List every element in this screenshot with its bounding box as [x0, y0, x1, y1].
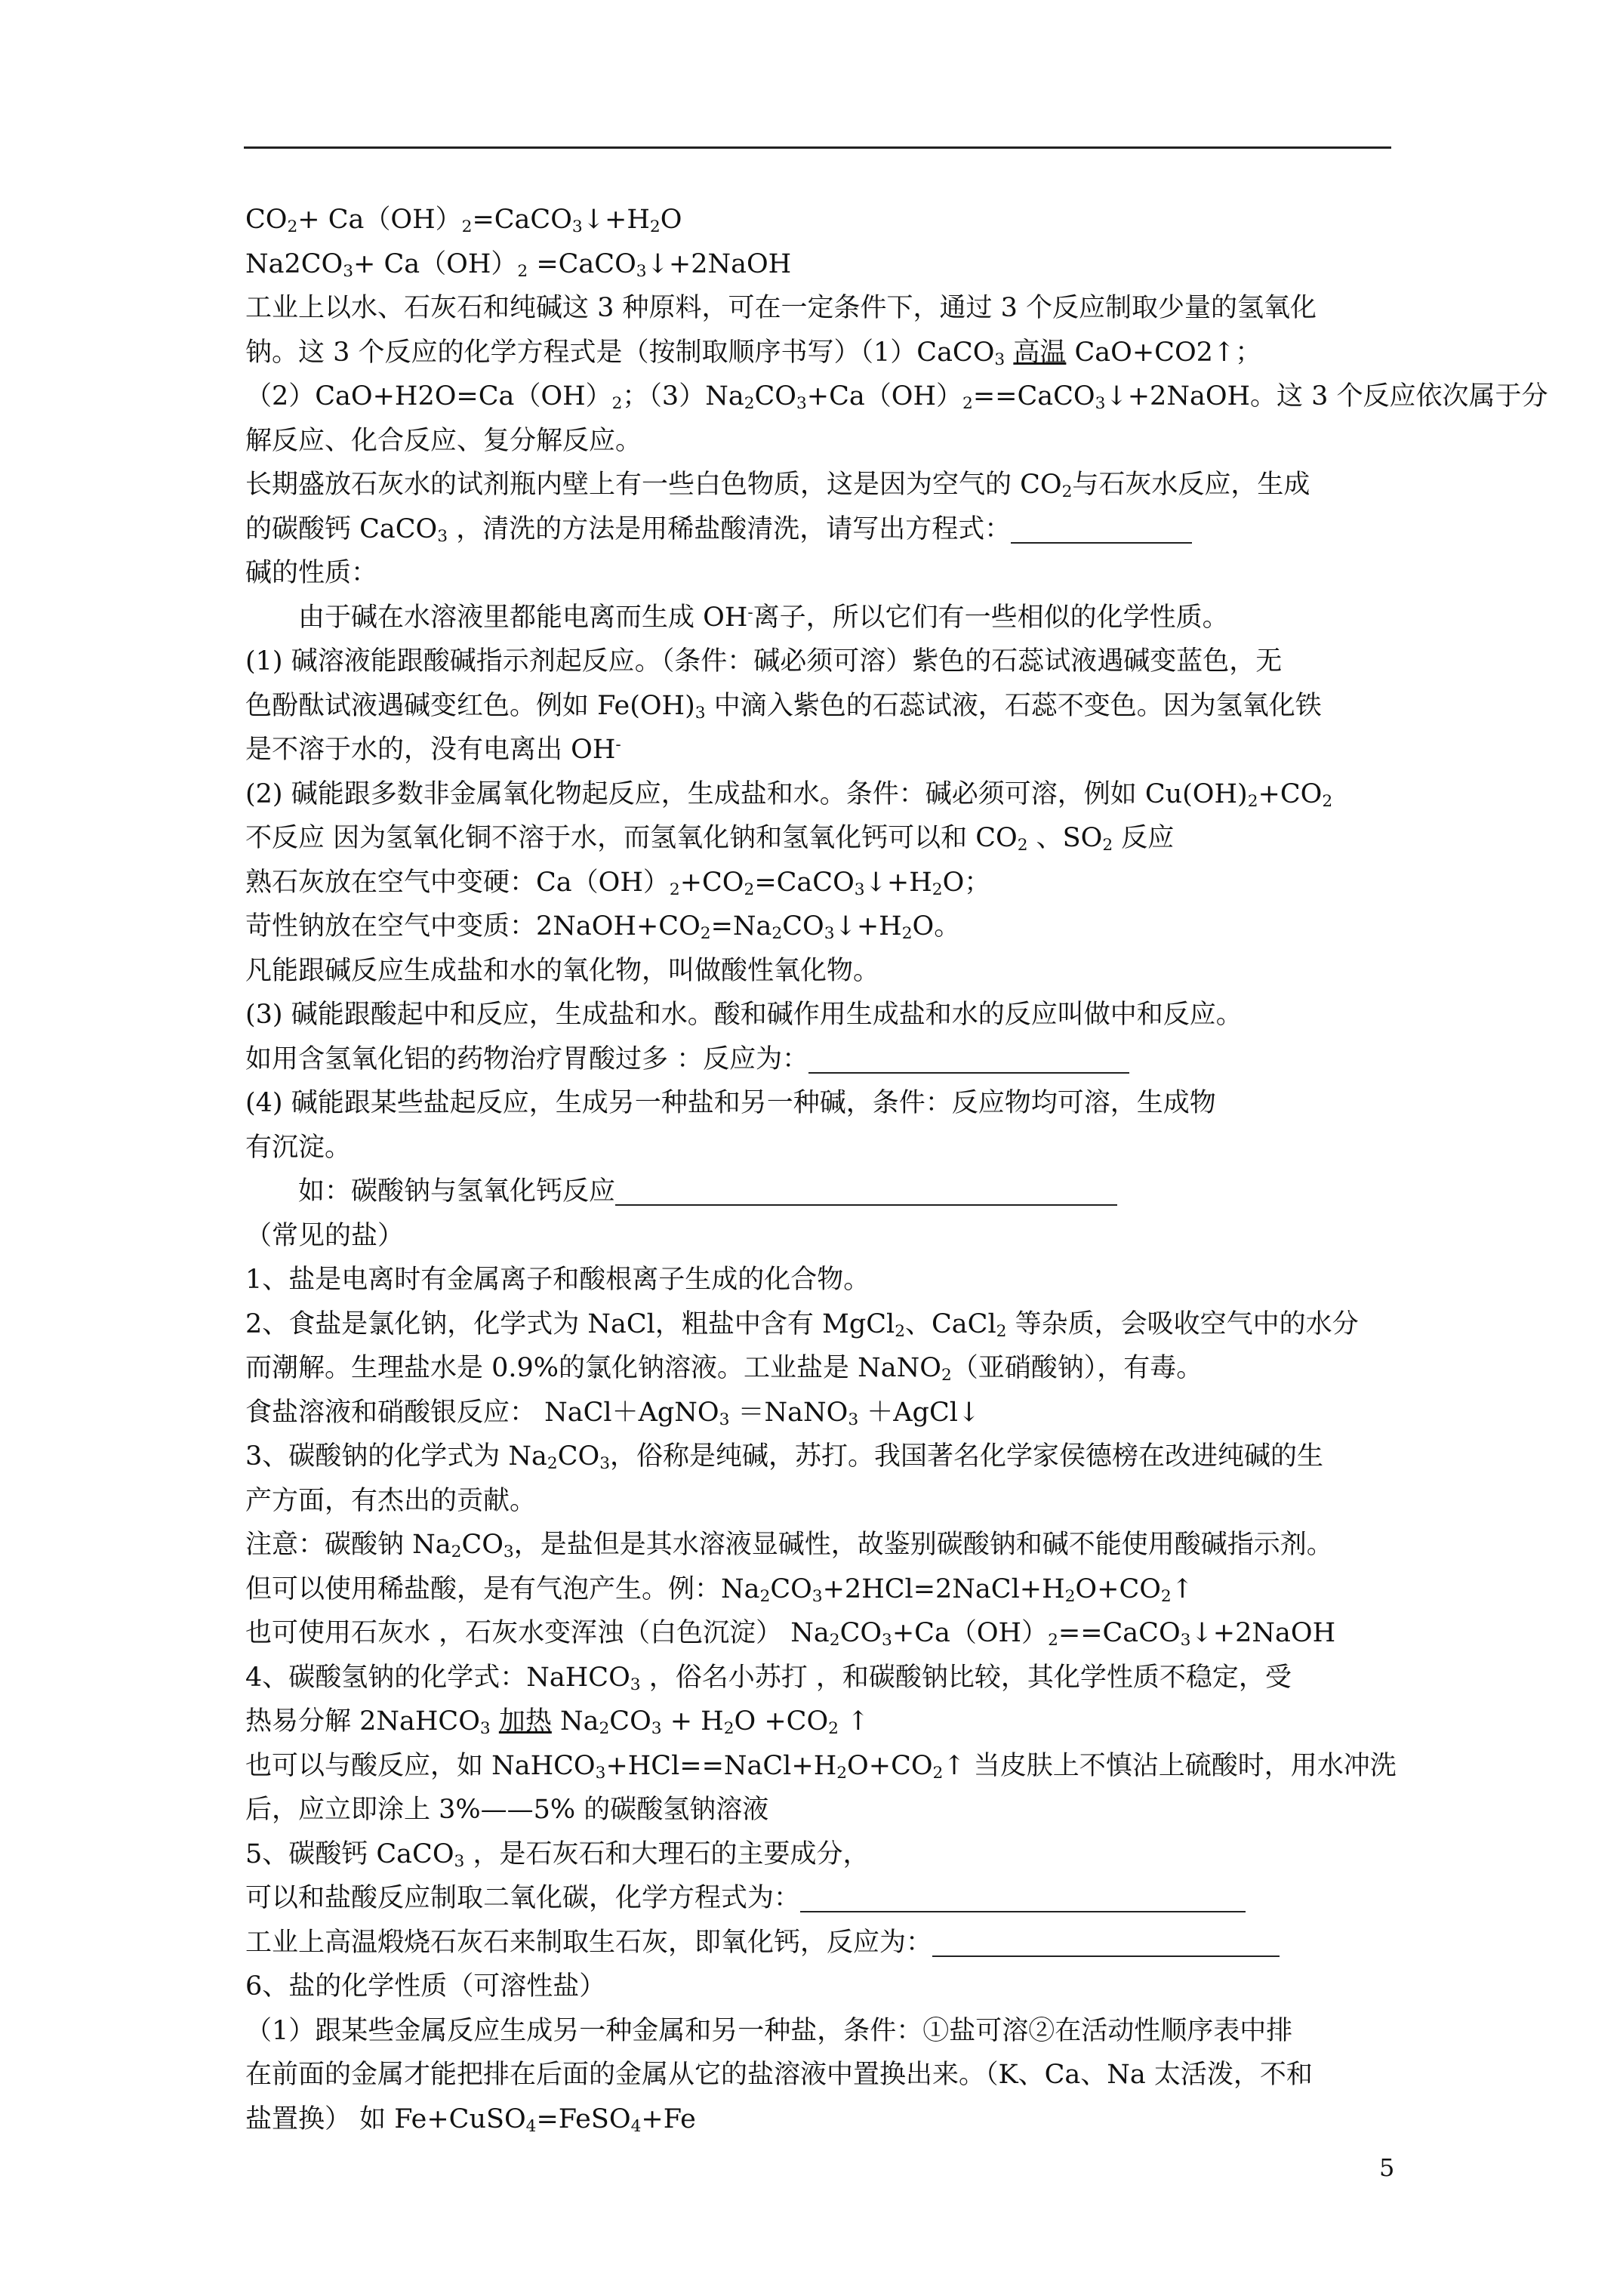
subscript: 2 — [1064, 1586, 1076, 1606]
subscript: 2 — [901, 923, 913, 943]
text-segment — [491, 1706, 499, 1737]
subscript: 2 — [895, 1321, 906, 1341]
subscript: 2 — [700, 923, 711, 943]
text-segment: (4) 碱能跟某些盐起反应，生成另一种盐和另一种碱，条件：反应物均可溶，生成物 — [245, 1088, 1216, 1118]
text-segment: 由于碱在水溶液里都能电离而生成 OH — [298, 602, 748, 633]
text-segment: Na — [551, 1706, 599, 1737]
subscript: 3 — [1095, 393, 1106, 413]
text-segment: CaO+CO2↑； — [1066, 337, 1262, 368]
header-rule — [244, 146, 1391, 149]
text-line-l06 — [245, 419, 1393, 464]
text-segment: =CaCO — [754, 867, 855, 898]
text-segment: 凡能跟碱反应生成盐和水的氧化物，叫做酸性氧化物。 — [245, 955, 880, 986]
text-segment: +Ca（OH） — [892, 1618, 1049, 1648]
subscript: 2 — [1061, 482, 1073, 501]
subscript: 2 — [744, 880, 755, 899]
text-line-l05 — [245, 374, 1548, 419]
text-segment: CO — [839, 1618, 882, 1648]
text-segment: (2) 碱能跟多数非金属氧化物起反应，生成盐和水。条件：碱必须可溶，例如 Cu(OH) — [245, 778, 1248, 809]
text-segment: + Ca（OH） — [297, 205, 462, 235]
text-segment: 与石灰水反应，生成 — [1072, 470, 1310, 500]
text-segment: ＋AgCl↓ — [858, 1397, 981, 1428]
text-line-l09 — [245, 551, 1393, 596]
subscript: 3 — [994, 350, 1006, 369]
text-segment: CO — [770, 1573, 812, 1604]
subscript: 2 — [932, 1763, 944, 1783]
text-segment: 碱的性质： — [245, 558, 378, 588]
text-segment: 也可使用石灰水 ，石灰水变浑浊（白色沉淀） Na — [245, 1618, 830, 1648]
text-segment: ↓+H — [864, 867, 932, 898]
text-segment: CO — [782, 911, 824, 942]
text-line-l23 — [245, 1170, 1393, 1214]
text-line-l29 — [245, 1435, 1393, 1479]
text-segment: + Ca（OH） — [353, 248, 518, 279]
subscript: 4 — [630, 2116, 642, 2136]
subscript: 2 — [1017, 835, 1028, 855]
text-segment: Na2CO — [245, 248, 343, 279]
text-segment: O — [660, 205, 682, 235]
text-line-l24 — [245, 1214, 1393, 1259]
text-segment: 可以和盐酸反应制取二氧化碳，化学方程式为： — [245, 1883, 801, 1913]
text-segment: O +CO — [734, 1706, 829, 1737]
subscript: 2 — [723, 1718, 735, 1738]
text-line-l39 — [245, 1876, 1393, 1921]
text-segment: =CaCO — [528, 248, 636, 279]
text-segment: ↑ 当皮肤上不慎沾上硫酸时，用水冲洗 — [943, 1750, 1397, 1781]
subscript: 2 — [547, 1453, 558, 1473]
text-segment: 6、盐的化学性质（可溶性盐） — [245, 1971, 606, 2002]
text-segment: 也可以与酸反应，如 NaHCO — [245, 1750, 596, 1781]
text-segment: 工业上以水、石灰石和纯碱这 3 种原料，可在一定条件下，通过 3 个反应制取少量的氢氧化 — [245, 293, 1317, 323]
text-segment: 等杂质，会吸收空气中的水分 — [1006, 1308, 1359, 1339]
text-segment: CO — [557, 1441, 600, 1472]
text-line-l14 — [245, 772, 1393, 817]
subscript: 3 — [719, 1410, 730, 1429]
text-segment: （亚硝酸钠），有毒。 — [951, 1353, 1203, 1383]
subscript: 3 — [1180, 1630, 1191, 1650]
text-segment — [1005, 337, 1013, 368]
text-segment: +HCl==NaCl+H — [605, 1750, 837, 1781]
text-segment: +CO — [679, 867, 744, 898]
page-number: 5 — [1379, 2153, 1395, 2182]
text-segment: =FeSO — [536, 2103, 631, 2134]
text-segment: 钠。这 3 个反应的化学方程式是（按制取顺序书写）（1）CaCO — [245, 337, 995, 368]
text-segment: 、SO — [1027, 823, 1103, 853]
text-line-l21 — [245, 1081, 1393, 1126]
subscript: 2 — [1322, 791, 1333, 811]
text-segment: ，俗名小苏打 ，和碳酸钠比较，其化学性质不稳定，受 — [640, 1662, 1292, 1693]
text-line-l18 — [245, 949, 1393, 994]
subscript: 2 — [287, 217, 298, 236]
text-segment: 中滴入紫色的石蕊试液，石蕊不变色。因为氢氧化铁 — [705, 690, 1322, 721]
reaction-condition: 加热 — [498, 1706, 552, 1737]
subscript: 3 — [437, 526, 448, 546]
subscript: 2 — [669, 880, 680, 899]
text-line-l22 — [245, 1126, 1393, 1170]
text-segment: ==CaCO — [1058, 1618, 1181, 1648]
subscript: 3 — [694, 703, 706, 723]
text-segment: ↑ — [838, 1706, 870, 1737]
text-segment: 工业上高温煅烧石灰石来制取生石灰，即氧化钙，反应为： — [245, 1927, 933, 1958]
subscript: 3 — [343, 261, 354, 281]
text-line-l11 — [245, 639, 1393, 684]
text-segment: 注意：碳酸钠 Na — [245, 1530, 451, 1560]
text-segment: O。 — [912, 911, 961, 942]
text-line-l30 — [245, 1479, 1393, 1524]
text-segment: 有沉淀。 — [245, 1132, 352, 1163]
text-segment: CO — [245, 205, 288, 235]
text-line-l20 — [245, 1037, 1393, 1082]
text-segment: ，俗称是纯碱，苏打。我国著名化学家侯德榜在改进纯碱的生 — [610, 1441, 1324, 1472]
text-segment: +2HCl=2NaCl+H — [822, 1573, 1065, 1604]
subscript: 2 — [771, 923, 783, 943]
subscript: 3 — [812, 1586, 823, 1606]
text-segment: O； — [942, 867, 991, 898]
subscript: 3 — [651, 1718, 662, 1738]
text-segment: ↓+2NaOH — [646, 248, 792, 279]
text-segment: ↑ — [1171, 1573, 1194, 1604]
reaction-condition: 高温 — [1013, 337, 1067, 368]
text-segment: =CaCO — [472, 205, 572, 235]
text-segment: 盐置换） 如 Fe+CuSO — [245, 2103, 526, 2134]
document-body — [245, 198, 1548, 2141]
subscript: 2 — [1102, 835, 1113, 855]
text-line-l34 — [245, 1656, 1393, 1700]
subscript: 3 — [854, 880, 865, 899]
text-segment: （2）CaO+H2O=Ca（OH） — [245, 381, 612, 411]
text-segment: O+CO — [1075, 1573, 1161, 1604]
text-segment: 后，应立即涂上 3%——5% 的碳酸氢钠溶液 — [245, 1795, 769, 1825]
text-segment: 但可以使用稀盐酸，是有气泡产生。例：Na — [245, 1573, 760, 1604]
text-segment: ↓+H — [834, 911, 902, 942]
answer-blank[interactable] — [615, 1179, 1117, 1206]
text-line-l25 — [245, 1258, 1393, 1302]
subscript: 3 — [595, 1763, 606, 1783]
subscript: 3 — [503, 1542, 514, 1561]
text-segment: 解反应、化合反应、复分解反应。 — [245, 425, 642, 456]
text-line-l27 — [245, 1346, 1393, 1391]
text-line-l26 — [245, 1302, 1393, 1347]
text-line-l40 — [245, 1921, 1393, 1965]
text-segment: 是不溶于水的，没有电离出 OH — [245, 735, 616, 765]
subscript: 2 — [517, 261, 528, 281]
text-segment: 热易分解 2NaHCO — [245, 1706, 480, 1737]
text-segment: 熟石灰放在空气中变硬：Ca（OH） — [245, 867, 670, 898]
text-segment: =Na — [710, 911, 772, 942]
text-segment: 1、盐是电离时有金属离子和酸根离子生成的化合物。 — [245, 1265, 870, 1295]
subscript: 2 — [1247, 791, 1258, 811]
answer-blank[interactable] — [932, 1930, 1280, 1957]
text-segment: + H — [661, 1706, 724, 1737]
text-segment: 苛性钠放在空气中变质：2NaOH+CO — [245, 911, 701, 942]
subscript: 2 — [451, 1542, 462, 1561]
text-line-l01 — [245, 198, 1393, 242]
text-segment: +CO — [1258, 778, 1323, 809]
text-segment: 2、食盐是氯化钠，化学式为 NaCl，粗盐中含有 MgCl — [245, 1308, 895, 1339]
text-segment: ，是石灰石和大理石的主要成分， — [464, 1838, 870, 1869]
text-segment: ↓+H — [582, 205, 650, 235]
text-segment: ，是盐但是其水溶液显碱性，故鉴别碳酸钠和碱不能使用酸碱指示剂。 — [513, 1530, 1333, 1560]
subscript: 3 — [599, 1453, 610, 1473]
text-segment: 离子，所以它们有一些相似的化学性质。 — [753, 602, 1229, 633]
text-line-l41 — [245, 1965, 1393, 2009]
text-line-l36 — [245, 1744, 1397, 1789]
text-segment: ＝NaNO — [729, 1397, 848, 1428]
subscript: 2 — [461, 217, 473, 236]
subscript: 2 — [599, 1718, 610, 1738]
text-segment: CO — [754, 381, 796, 411]
subscript: 2 — [996, 1321, 1007, 1341]
text-segment: 、CaCl — [905, 1308, 996, 1339]
subscript: 2 — [1160, 1586, 1172, 1606]
text-line-l32 — [245, 1567, 1393, 1612]
text-segment: 产方面，有杰出的贡献。 — [245, 1485, 537, 1516]
text-segment: (3) 碱能跟酸起中和反应，生成盐和水。酸和碱作用生成盐和水的反应叫做中和反应。 — [245, 1000, 1243, 1030]
text-segment: O+CO — [847, 1750, 933, 1781]
subscript: 3 — [571, 217, 583, 236]
text-line-l31 — [245, 1523, 1393, 1567]
text-segment: ==CaCO — [972, 381, 1095, 411]
subscript: 2 — [649, 217, 661, 236]
subscript: 2 — [759, 1586, 771, 1606]
subscript: 2 — [744, 393, 755, 413]
text-line-l42 — [245, 2009, 1393, 2054]
text-segment: CO — [609, 1706, 651, 1737]
subscript: 3 — [882, 1630, 892, 1650]
text-segment: （1）跟某些金属反应生成另一种金属和另一种盐，条件：①盐可溶②在活动性顺序表中排 — [245, 2015, 1293, 2046]
subscript: 3 — [630, 1675, 641, 1694]
subscript: 2 — [932, 880, 943, 899]
text-line-l16 — [245, 861, 1393, 905]
text-line-l13 — [245, 728, 1393, 772]
answer-blank[interactable] — [800, 1885, 1246, 1912]
text-segment: 而潮解。生理盐水是 0.9%的氯化钠溶液。工业盐是 NaNO — [245, 1353, 941, 1383]
text-segment: 食盐溶液和硝酸银反应： NaCl＋AgNO — [245, 1397, 719, 1428]
subscript: 3 — [454, 1851, 465, 1871]
text-line-l28 — [245, 1391, 1393, 1435]
text-line-l15 — [245, 816, 1393, 861]
subscript: 3 — [848, 1410, 859, 1429]
text-line-l43 — [245, 2053, 1393, 2097]
subscript: 2 — [1048, 1630, 1058, 1650]
text-line-l03 — [245, 286, 1393, 331]
subscript: 3 — [636, 261, 647, 281]
text-line-l37 — [245, 1788, 1393, 1832]
text-segment: +Fe — [641, 2103, 696, 2134]
text-segment: ；（3）Na — [622, 381, 744, 411]
text-segment: 在前面的金属才能把排在后面的金属从它的盐溶液中置换出来。（K、Ca、Na 太活泼，不和 — [245, 2060, 1313, 2090]
text-segment: 不反应 因为氢氧化铜不溶于水，而氢氧化钠和氢氧化钙可以和 CO — [245, 823, 1018, 853]
text-segment: 长期盛放石灰水的试剂瓶内壁上有一些白色物质，这是因为空气的 CO — [245, 470, 1062, 500]
text-segment: (1) 碱溶液能跟酸碱指示剂起反应。（条件：碱必须可溶）紫色的石蕊试液遇碱变蓝色，无 — [245, 646, 1283, 676]
superscript: - — [615, 735, 621, 755]
subscript: 3 — [824, 923, 835, 943]
text-line-l35 — [245, 1700, 1393, 1744]
text-segment: CO — [461, 1530, 504, 1560]
text-line-l33 — [245, 1611, 1393, 1656]
subscript: 2 — [611, 393, 623, 413]
text-segment: 5、碳酸钙 CaCO — [245, 1838, 454, 1869]
text-segment: 的碳酸钙 CaCO — [245, 513, 438, 544]
subscript: 2 — [828, 1718, 839, 1738]
superscript: - — [747, 603, 753, 622]
text-line-l17 — [245, 905, 1393, 949]
text-segment: +Ca（OH） — [806, 381, 962, 411]
text-line-l12 — [245, 684, 1393, 729]
text-segment: 4、碳酸氢钠的化学式：NaHCO — [245, 1662, 630, 1693]
subscript: 2 — [962, 393, 973, 413]
subscript: 2 — [836, 1763, 848, 1783]
text-segment: 如：碳酸钠与氢氧化钙反应 — [298, 1176, 616, 1207]
text-segment: ，清洗的方法是用稀盐酸清洗，请写出方程式： — [448, 513, 1012, 544]
subscript: 4 — [525, 2116, 537, 2136]
subscript: 3 — [796, 393, 807, 413]
text-segment: 如用含氢氧化铝的药物治疗胃酸过多 ：反应为： — [245, 1043, 809, 1074]
answer-blank[interactable] — [808, 1046, 1129, 1074]
text-line-l38 — [245, 1832, 1393, 1877]
text-line-l19 — [245, 993, 1393, 1037]
text-line-l08 — [245, 507, 1393, 552]
text-segment: ↓+2NaOH。这 3 个反应依次属于分 — [1105, 381, 1548, 411]
text-line-l02 — [245, 242, 1393, 287]
text-line-l44 — [245, 2097, 1393, 2142]
text-line-l04 — [245, 331, 1393, 375]
text-segment: （常见的盐） — [245, 1220, 405, 1251]
answer-blank[interactable] — [1011, 516, 1192, 544]
text-segment: 3、碳酸钠的化学式为 Na — [245, 1441, 547, 1472]
subscript: 2 — [941, 1365, 952, 1385]
subscript: 3 — [479, 1718, 491, 1738]
text-segment: ↓+2NaOH — [1190, 1618, 1336, 1648]
subscript: 2 — [829, 1630, 840, 1650]
text-segment: 色酚酞试液遇碱变红色。例如 Fe(OH) — [245, 690, 695, 721]
text-line-l10 — [245, 596, 1393, 640]
text-line-l07 — [245, 463, 1393, 507]
text-segment: 反应 — [1113, 823, 1175, 853]
